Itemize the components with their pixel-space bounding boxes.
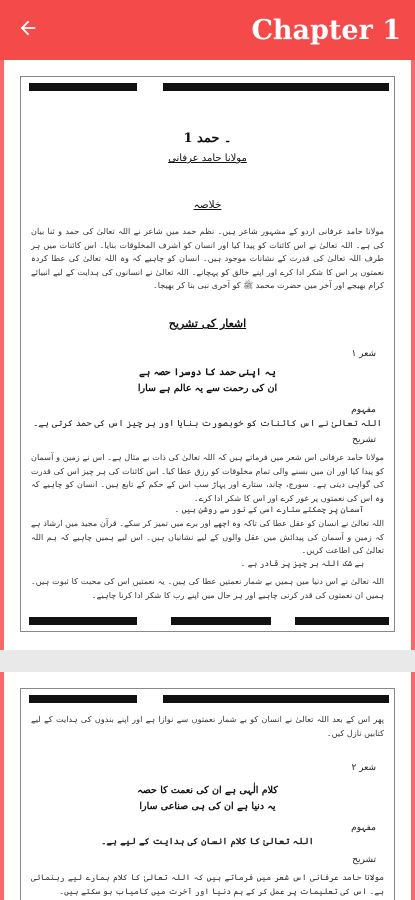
- header-bar-left: [29, 83, 137, 91]
- summary-text: مولانا حامد عرفانی اردو کے مشہور شاعر ہیں۔ نظم حمد میں شاعر نے اللہ تعالیٰ کی حمد و ثنا بیان کی ہے۔ اللہ تعالیٰ نے اس کائنات کو پیدا کیا اور انسان کو اشرف المخلوقات بنایا۔ اس کائنات میں ہر طرف اللہ تعالیٰ کی قدرت کے نشانات موجود ہیں۔ انسان کو چاہیے کہ وہ اللہ تعالیٰ کی عطا کردہ نعمتوں پر اس کا شکر ادا کرے اور اپنے خالق کو پہچانے۔ اللہ تعالیٰ نے انسانوں کی ہدایت کے لیے انبیائے کرام بھیجے اور آخر میں حضرت محمد ﷺ کو آخری نبی بنا کر بھیجا۔: [31, 226, 384, 290]
- tashreeh-label: تشریح: [352, 435, 376, 445]
- header-bar-right: [163, 83, 389, 91]
- page-title: Chapter 1: [251, 14, 401, 46]
- page-card-2: [0, 672, 415, 900]
- meaning-label-2: مفہوم: [351, 823, 376, 833]
- verse-line-2: ان کی رحمت سے یہ عالم ہے سارا: [137, 383, 278, 394]
- page-image-2: [20, 688, 395, 900]
- arrow-left-icon: [17, 17, 39, 43]
- quote-2: بے شک اللہ ہر چیز پر قادر ہے ۔: [240, 559, 364, 568]
- meaning-text: اللہ تعالیٰ نے اس کائنات کو خوبصورت بنایا اور ہر چیز اس کی حمد کرتی ہے۔: [33, 419, 382, 429]
- chapter-number: 1 ۔ حمد: [183, 131, 232, 146]
- back-button[interactable]: [12, 14, 44, 46]
- header-bar-right: [163, 695, 389, 703]
- explanation-heading: اشعار کی تشریح: [168, 317, 247, 330]
- verse-line-1: یہ اپنی حمد کا دوسرا حصہ ہے: [139, 367, 276, 378]
- content-scroll[interactable]: [0, 60, 415, 900]
- verse-line-3: کلام الٰہی ہے ان کی نعمت کا حصہ: [137, 785, 278, 796]
- footer-bar-middle: [171, 617, 271, 625]
- poem-author: مولانا حامد عرفانی: [168, 153, 247, 164]
- couplet-label: شعر ۱: [351, 349, 376, 359]
- closing-text: اللہ تعالیٰ نے اس دنیا میں ہمیں بے شمار نعمتیں عطا کی ہیں۔ یہ نعمتیں اس کی محبت کا ثبوت ہیں۔ ہمیں ان نعمتوں کی قدر کرنی چاہیے اور ہر حال میں اپنے رب کا شکر ادا کرنا چاہیے۔: [31, 576, 384, 600]
- header-bar-left: [29, 695, 137, 703]
- continued-text: اللہ تعالیٰ نے انسان کو عقل عطا کی تاکہ وہ اچھے اور برے میں تمیز کر سکے۔ قرآن مجید میں ارشاد ہے کہ زمین و آسمان کی پیدائش میں عقل والوں کے لیے نشانیاں ہیں۔ اس لیے ہمیں چاہیے کہ ہم اللہ تعالیٰ کی اطاعت کریں۔: [31, 518, 384, 555]
- page-image-1: [20, 76, 395, 632]
- tashreeh-text: مولانا حامد عرفانی اس شعر میں فرماتے ہیں کہ اللہ تعالیٰ کی ذات بے مثال ہے۔ اس نے زمین و آسمان کو پیدا کیا اور ان میں بسنے والی تمام مخلوقات کو رزق عطا کیا۔ اس کائنات کی ہر چیز اس کی قدرت کی گواہی دیتی ہے۔ سورج، چاند، ستارے اور پہاڑ سب اس کے حکم کے تابع ہیں۔ انسان کو چاہیے کہ وہ اس کی نعمتوں پر غور کرے اور اس کا شکر ادا کرے۔: [31, 452, 384, 503]
- intro-text: پھر اس کے بعد اللہ تعالیٰ نے انسان کو بے شمار نعمتوں سے نوازا ہے اور اپنے بندوں کی ہدایت کے لیے کتابیں نازل کیں۔: [31, 714, 384, 738]
- tashreeh-text-2: مولانا حامد عرفانی اس شعر میں فرماتے ہیں کہ اللہ تعالیٰ کا کلام ہمارے لیے رہنمائی ہے۔ اس کی تعلیمات پر عمل کر کے ہم دنیا اور آخرت میں کامیاب ہو سکتے ہیں۔: [31, 872, 384, 896]
- summary-heading: خلاصہ: [193, 199, 222, 211]
- quote-1: آسمان پر چمکتے ستارے اسی کے نور سے روشن ہیں ۔: [174, 505, 364, 514]
- verse-line-4: یہ دنیا ہے ان کی ہی صناعی سارا: [139, 801, 276, 812]
- app-bar: [0, 0, 415, 60]
- meaning-text-2: اللہ تعالیٰ کا کلام انسان کی ہدایت کے لیے ہے۔: [101, 837, 314, 847]
- footer-bar-right: [295, 617, 389, 625]
- footer-bar-left: [29, 617, 137, 625]
- page-card-1: [0, 60, 415, 650]
- meaning-label: مفہوم: [351, 405, 376, 415]
- couplet-label-2: شعر ۲: [351, 763, 376, 773]
- tashreeh-label-2: تشریح: [352, 855, 376, 865]
